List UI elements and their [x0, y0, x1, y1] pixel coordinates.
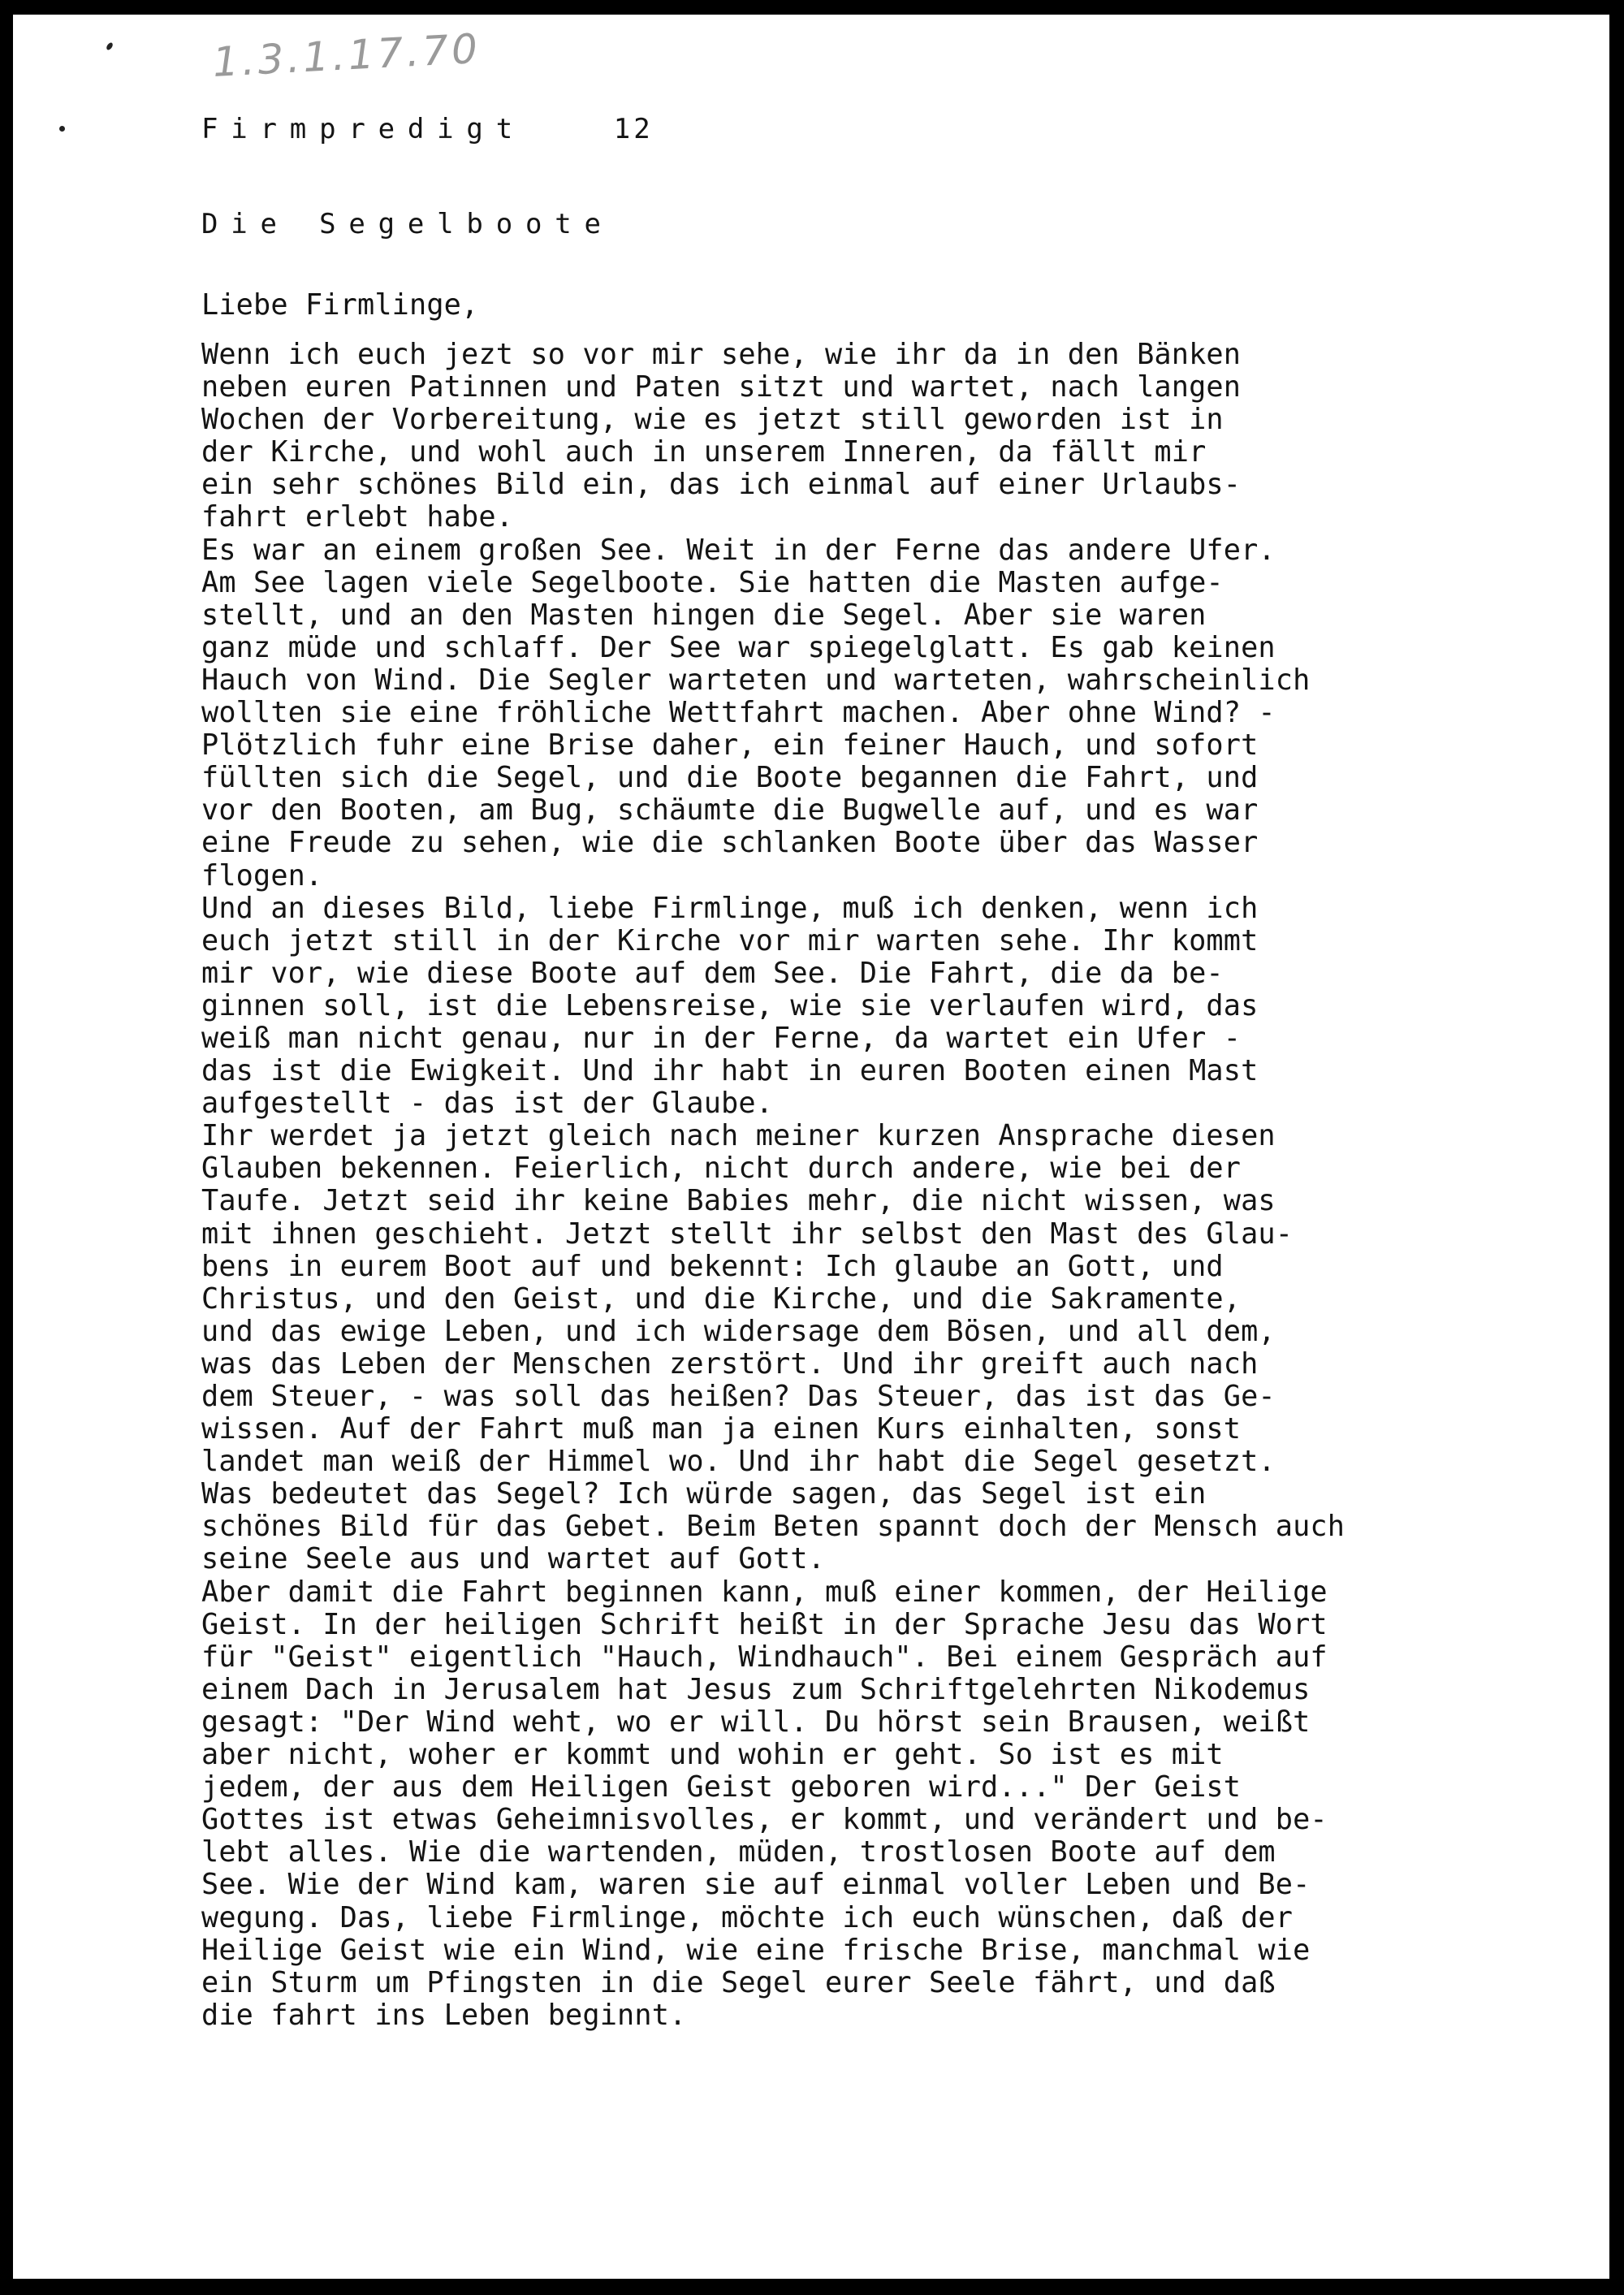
body-line: ganz müde und schlaff. Der See war spiegelglatt. Es gab keinen — [201, 630, 1276, 664]
body-line: stellt, und an den Masten hingen die Segel. Aber sie waren — [201, 598, 1207, 632]
body-line: landet man weiß der Himmel wo. Und ihr habt die Segel gesetzt. — [201, 1445, 1276, 1479]
body-line: See. Wie der Wind kam, waren sie auf einmal voller Leben und Be- — [201, 1868, 1311, 1902]
body-line: gesagt: "Der Wind weht, wo er will. Du hörst sein Brausen, weißt — [201, 1705, 1311, 1739]
body-line: die fahrt ins Leben beginnt. — [201, 1998, 687, 2032]
body-line: füllten sich die Segel, und die Boote begannen die Fahrt, und — [201, 761, 1259, 795]
sermon-header — [201, 113, 654, 145]
sermon-title: Die Segelboote — [201, 208, 614, 240]
body-line: mit ihnen geschieht. Jetzt stellt ihr selbst den Mast des Glau- — [201, 1217, 1294, 1251]
body-line: flogen. — [201, 858, 323, 892]
body-line: wollten sie eine fröhliche Wettfahrt machen. Aber ohne Wind? - — [201, 696, 1276, 730]
body-line: was das Leben der Menschen zerstört. Und ihr greift auch nach — [201, 1346, 1259, 1381]
archive-reference: 1.3.1.17.70 — [211, 24, 482, 86]
body-line: der Kirche, und wohl auch in unserem Inneren, da fällt mir — [201, 435, 1207, 469]
body-line: bens in eurem Boot auf und bekennt: Ich glaube an Gott, und — [201, 1249, 1224, 1283]
body-line: und das ewige Leben, und ich widersage dem Bösen, und all dem, — [201, 1314, 1276, 1348]
body-line: lebt alles. Wie die wartenden, müden, trostlosen Boote auf dem — [201, 1835, 1276, 1869]
pen-mark — [106, 41, 114, 51]
body-line: aber nicht, woher er kommt und wohin er geht. So ist es mit — [201, 1738, 1224, 1772]
sermon-number: 12 — [613, 113, 654, 145]
body-line: neben euren Patinnen und Paten sitzt und wartet, nach langen — [201, 370, 1242, 404]
body-line: Plötzlich fuhr eine Brise daher, ein feiner Hauch, und sofort — [201, 728, 1259, 763]
sermon-body — [201, 339, 1345, 2032]
body-line: wissen. Auf der Fahrt muß man ja einen Kurs einhalten, sonst — [201, 1412, 1242, 1446]
body-line: Aber damit die Fahrt beginnen kann, muß einer kommen, der Heilige — [201, 1575, 1328, 1609]
body-line: mir vor, wie diese Boote auf dem See. Die Fahrt, die da be- — [201, 956, 1224, 990]
body-line: schönes Bild für das Gebet. Beim Beten spannt doch der Mensch auch — [201, 1510, 1345, 1544]
body-line: Und an dieses Bild, liebe Firmlinge, muß ich denken, wenn ich — [201, 891, 1259, 925]
body-line: jedem, der aus dem Heiligen Geist geboren wird..." Der Geist — [201, 1770, 1242, 1804]
body-line: Hauch von Wind. Die Segler warteten und warteten, wahrscheinlich — [201, 663, 1311, 697]
body-line: Wochen der Vorbereitung, wie es jetzt still geworden ist in — [201, 403, 1224, 437]
document-page — [13, 15, 1609, 2279]
body-line: Heilige Geist wie ein Wind, wie eine frische Brise, manchmal wie — [201, 1933, 1311, 1967]
body-line: Was bedeutet das Segel? Ich würde sagen, das Segel ist ein — [201, 1477, 1207, 1511]
body-line: Christus, und den Geist, und die Kirche, und die Sakramente, — [201, 1281, 1242, 1316]
body-line: fahrt erlebt habe. — [201, 500, 514, 534]
pen-mark — [59, 126, 65, 132]
body-line: ein Sturm um Pfingsten in die Segel eurer Seele fährt, und daß — [201, 1965, 1276, 1999]
body-line: für "Geist" eigentlich "Hauch, Windhauch". Bei einem Gespräch auf — [201, 1640, 1328, 1674]
body-line: eine Freude zu sehen, wie die schlanken Boote über das Wasser — [201, 826, 1259, 860]
sermon-label: Firmpredigt — [201, 113, 525, 145]
body-line: Gottes ist etwas Geheimnisvolles, er kommt, und verändert und be- — [201, 1803, 1328, 1837]
body-line: Es war an einem großen See. Weit in der Ferne das andere Ufer. — [201, 533, 1276, 567]
body-line: vor den Booten, am Bug, schäumte die Bugwelle auf, und es war — [201, 793, 1259, 828]
body-line: einem Dach in Jerusalem hat Jesus zum Schriftgelehrten Nikodemus — [201, 1672, 1311, 1706]
body-line: Wenn ich euch jezt so vor mir sehe, wie ihr da in den Bänken — [201, 338, 1242, 371]
body-line: ein sehr schönes Bild ein, das ich einmal auf einer Urlaubs- — [201, 468, 1242, 502]
body-line: weiß man nicht genau, nur in der Ferne, da wartet ein Ufer - — [201, 1021, 1242, 1055]
body-line: seine Seele aus und wartet auf Gott. — [201, 1542, 826, 1576]
body-line: aufgestellt - das ist der Glaube. — [201, 1087, 774, 1121]
body-line: euch jetzt still in der Kirche vor mir warten sehe. Ihr kommt — [201, 923, 1259, 957]
body-line: Glauben bekennen. Feierlich, nicht durch andere, wie bei der — [201, 1152, 1242, 1186]
body-line: Am See lagen viele Segelboote. Sie hatten die Masten aufge- — [201, 565, 1224, 599]
body-line: Geist. In der heiligen Schrift heißt in der Sprache Jesu das Wort — [201, 1607, 1328, 1641]
body-line: dem Steuer, - was soll das heißen? Das Steuer, das ist das Ge- — [201, 1380, 1276, 1413]
body-line: ginnen soll, ist die Lebensreise, wie sie verlaufen wird, das — [201, 988, 1259, 1022]
salutation: Liebe Firmlinge, — [201, 288, 479, 322]
body-line: Taufe. Jetzt seid ihr keine Babies mehr, die nicht wissen, was — [201, 1184, 1276, 1218]
body-line: das ist die Ewigkeit. Und ihr habt in euren Booten einen Mast — [201, 1054, 1259, 1088]
body-line: wegung. Das, liebe Firmlinge, möchte ich euch wünschen, daß der — [201, 1900, 1294, 1934]
body-line: Ihr werdet ja jetzt gleich nach meiner kurzen Ansprache diesen — [201, 1119, 1276, 1153]
